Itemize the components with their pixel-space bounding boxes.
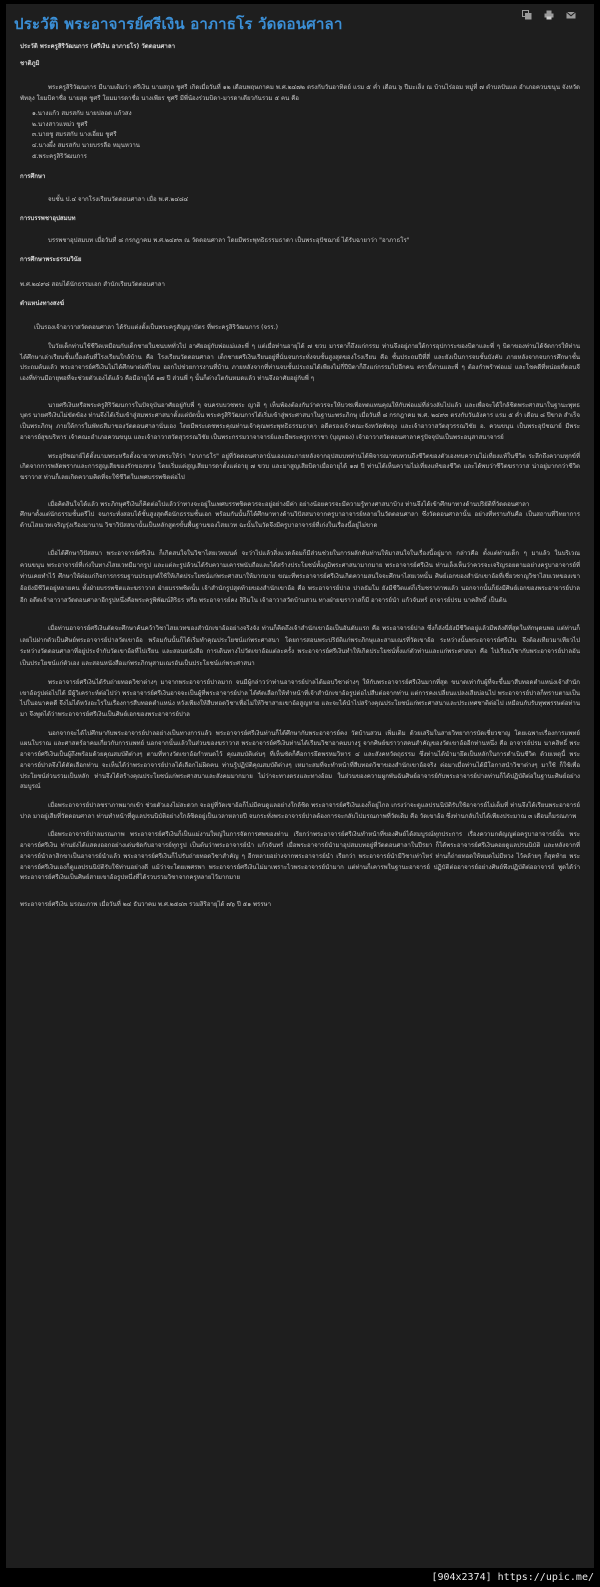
paragraph-ordination: บรรพชาอุปสมบท เมื่อวันที่ ๘ กรกฎาคม พ.ศ.๒๔๙๓ ณ วัดดอนศาลา โดยมีพระพุทธิธรรมธาดา เป็นพระอุปัชฌาย์ ได้รับฉายาว่า "อาภาธโร" bbox=[48, 237, 410, 245]
paragraph: เมื่อคิดสินใจได้แล้ว พระภิกษุศรีเงินก็คิดต่อไปแล้วว่าทางจะอยู่ในเพศบรรพชิตควรจะอยู่อย่างมีค่า อย่างน้อยควรจะมีความรู้ทางศาสนาบ้าง ท่านจึงได้เข้าศึกษาทางด้านปริยัติที่วัดดอนศาลา bbox=[48, 500, 530, 508]
paragraph: เมื่อท่านอาจารย์ศรีเงินตัดจะศึกษาค้นคว้าวิชาไสยเวทของสำนักเขาอ้ออย่างจริงจัง ท่านก็คิดถึงเจ้าสำนักเขาอ้อเป็นอันดับแรก คือ พระอาจารย์ปาล ซึ่งก็ลังนี่ยังมีชีวิตอยู่แล้วมีพลังดีที่สุดในทักษุดนพอ แต่ท่านก็เลยไปฝากตัวเป็นศิษย์พระอาจารย์ปาลวัดเขาอ้อ พร้อมกันนั้นก็ได้เริ่มทำคุณประโยชน์แก่พระศาสนา โดยการสอนพระปริยัติแก่พระภิกษุและสามเณรที่วัดเขาอ้อ ระหว่างนั้นพระอาจารย์ศรีเงิน จึงต้องเทียวมาเทียวไป ระหว่างวัดดอนศาลาที่อยู่ประจำกับวัดเขาอ้อที่ไปเรียน และสอนหนังสือ การเดินทางไปวัดเขาอ้อแต่ละครั้ง พระอาจารย์ศรีเงินทำให้เกิดประโยชน์ทั้งแก่ตัวท่านและแก่พระศาสนา คือ ไปเรียนวิชากับพระอาจารย์ปาลอันเป็นประโยชน์แก่ตัวเอง และสอนหนังสือแก่พระภิกษุสามเณรอันเป็นประโยชน์แก่พระศาสนา bbox=[20, 624, 580, 668]
paragraph-position: เป็นรองเจ้าอาวาสวัดดอนศาลา ได้รับแต่งตั้งเป็นพระครูสัญญาบัตร ที่พระครูสิริวัฒนการ (จรร.) bbox=[34, 324, 278, 332]
list-item: ๕.พระครูสิริวัฒนการ bbox=[32, 152, 87, 160]
paragraph: เมื่อพระอาจารย์ปาลมรณภาพ พระอาจารย์ศรีเงินก็เป็นแม่งานใหญ่ในการจัดการศพของท่าน เรียกว่าพระอาจารย์ศรีเงินทำหน้าที่ของศิษย์ได้สมบูรณ์ทุกประการ เรื่องความกตัญญูต่อครูบาอาจารย์นั้น พระอาจารย์ศรีเงิน ท่านยังได้แสดงออกอย่างเด่นชัดกับอาจารย์ทุกรูป เป็นต้นว่าพระอาจารย์นำ แก้วจันทร์ เมื่อพระอาจารย์นำมาอุปสมบทอยู่ที่วัดดอนศาลาในปีรยา ก็ได้พระอาจารย์ศรีเงินคอยดูแลปรนนิบัติ และหลังจากที่อาจารย์นำลาสิกขาเป็นอาจารย์นำแล้ว พระอาจารย์ศรีเงินก็ไปรับถ่ายทอดวิชาสำคัญ ๆ อีกหลายอย่างจากพระอาจารย์นำ เรียกว่า พระอาจารย์นำมีวิชาเท่าไหร่ ท่านก็ถ่ายทอดให้หมดไม่มีหวง ไว้คล้ายๆ ก็สุดท้าย พระอาจารย์ศรีเงินเองก็ดูแลปรนนิบัติรับใช้ท่านอย่างดี แม้ว่าจะโดยเพศรพา พระอาจารย์ศรีเงินไม่มาเพราะไวพระอาจารย์นำมาก แต่ท่านก็เคารพในฐานะอาจารย์ ปฏิบัติต่ออาจารย์อย่างศิษย์พึงปฏิบัติต่ออาจารย์ พูดได้ว่าพระอาจารย์ศรีเงินเป็นศิษย์สายเขาอ้อรูปหนึ่งที่ได้รวบรวมวิชาจากครูหลายไว้มากมาย bbox=[20, 831, 580, 882]
paragraph-birth: พระครูสิริวัฒนการ มีนามเดิมว่า ศรีเงิน นามสกุล ชูศรี เกิดเมื่อวันที่ ๑๒ เดือนพฤษภาคม พ.ศ.๒๔๗๒ ตรงกับวันอาทิตย์ แรม ๕ ค่ำ เดือน ๖ ปีมะเส็ง ณ บ้านไร่ออม หมู่ที่ ๗ ตำบลปันแต อำเภอควนขนุน จังหวัดพัทลุง โยมบิดาชื่อ นายสุด ชูศรี โยมมารดาชื่อ นางเพียร ชูศรี มีพี่น้องร่วมบิดา-มารดาเดียวกันรวม ๕ คน คือ bbox=[20, 84, 580, 103]
section-heading-education: การศึกษา bbox=[20, 173, 46, 181]
article-subtitle: ประวัติ พระครูสิริวัฒนการ (ศรีเงิน อาภาธโร) วัดดอนศาลา bbox=[20, 43, 175, 50]
paragraph: นายศรีเงินหรือพระครูสิริวัฒนการในปัจจุบันอาศัยอยู่กับพี่ ๆ จนครบบวชพระ ญาติ ๆ เห็นพ้องต้องกันว่าควรจะให้บวชเพื่อทดแทนคุณให้กับพ่อแม่ที่ล่วงลับไปแล้ว และเพื่อจะได้ใกล้ชิดพระศาสนาในฐานะพุทธบุตร นายศรีเงินไม่ขัดข้อง ท่านจึงได้เริ่มเข้าสู่สมพระศาสนาตั้งแต่บัดนั้น พระครูสิริวัฒนการได้เริ่มเข้าสู่พระศาสนาในฐานะพระภิกษุ เมื่อวันที่ ๘ กรกฎาคม พ.ศ. ๒๔๙๓ ตรงกับวันอังคาร แรม ๕ ค่ำ เดือน ๘ ปีขาล สำเร็จเป็นพระภิกษุ ภายใต้การในพัทธสีมาของวัดดอนศาลานั่นเอง โดยมีพระเดชพระคุณท่านเจ้าคุณพระพุทธิธรรมธาดา อดีตรองเจ้าคณะจังหวัดพัทลุง และเจ้าอาวาสวัดสุวรรณวิชัย อ. ควนขนุน เป็นพระอุปัชฌาย์ มีพระอาจารย์สุขบริหาร เจ้าคณะอำเภอควนขนุน และเจ้าอาวาสวัดสุวรรณวิชัย เป็นพระกรรมวาจาจารย์และมีพระครูการาชา (บุญทอง) เจ้าอาวาสวัดดอนศาลาครูปัจจุบันเป็นพระอนุสาสนาจารย์ bbox=[20, 401, 580, 441]
paragraph: พระอุปัชฌาย์ได้ตั้งนามพระหรือตั้งฉายาทางพระให้ว่า "อาภาธโร" อยู่ที่วัดดอนศาลานั่นเองและภายหลังจากอุปสมบทท่านได้พิจารณาทบทวนถึงชีวิตของตัวเองทบความไม่เที่ยงแท้ในชีวิต ระลึกถึงความทุกข์ที่เกิดจากการพลัดพรากและการสูญเสียของรักของหวง โดยเริ่มแต่สูญเสียมารดาตั้งแต่อายุ ๗ ขวบ และมาสูญเสียบิดาเมื่ออายุได้ ๑๗ ปี ท่านได้เห็นความไม่เที่ยงแท้ของชีวิต และได้พบว่าชีวิตฆราวาส น่าอยู่มากกว่าชีวิตฆราวาส ท่านก็เลยเกิดความคิดที่จะใช้ชีวิตในเพศบรรพชิตต่อไป bbox=[20, 452, 580, 481]
copy-icon[interactable] bbox=[522, 10, 532, 20]
title-bar bbox=[14, 10, 584, 38]
section-heading-position: ตำแหน่งทางสงฆ์ bbox=[20, 299, 65, 307]
paragraph: ในวัยเด็กท่านใช้ชีวิตเหมือนกับเด็กชายในชนบททั่วไป อาศัยอยู่กับพ่อแม่และพี่ ๆ แต่เมื่อท่านอายุได้ ๗ ขวบ มารดาก็ถึงแก่กรรม ท่านจึงอยู่ภายใต้การอุปการะของบิดาและพี่ ๆ บิดาของท่านได้จัดการให้ท่าน ได้ศึกษาเล่าเรียนชั้นเบื้องต้นที่โรงเรียนใกล้บ้าน คือ โรงเรียนวัดดอนศาลา เด็กชายศรีเงินเรียนอยู่ที่นั่นจนกระทั่งจบชั้นสูงสุดของโรงเรียน คือ ชั้นประถมปีที่สี่ และยังเป็นการจบชั้นบังคับ ภายหลังจากจบการศึกษาชั้นประถมต้นแล้ว พระอาจารย์ศรีเงินไม่ได้ศึกษาต่อที่ไหน ออกไปช่วยการงานที่บ้าน ภายหลังจากที่ท่านจบชั้นประถมได้เพียงไม่กี่ปีบิดาก็ถึงแก่กรรมไปอีกคน ครานี้ท่านและพี่ ๆ ต้องกำพร้าพ่อแม่ และโชคดีที่หน่อยที่ดอนจีเองที่ท่านมีอายุพอที่จะช่วยตัวเองได้แล้ว คือมีอายุได้ ๑๗ ปี ส่วนพี่ ๆ นั้นก็ต่างโตกันหมดแล้ว ท่านจึงอาศัยอยู่กับพี่ ๆ bbox=[20, 342, 580, 383]
page-title: ประวัติ พระอาจารย์ศรีเงิน อาภาธโร วัดดอนศาลา bbox=[14, 15, 343, 33]
list-item: ๑.นางแก้ว สมรสกับ นายปลอด แก้วสง bbox=[32, 109, 132, 117]
image-host-watermark: [904x2374] https://upic.me/ bbox=[431, 1572, 594, 1583]
paragraph-dharma: พ.ศ.๒๔๙๘ สอบได้นักธรรมเอก สำนักเรียนวัดดอนศาลา bbox=[20, 280, 165, 288]
print-icon[interactable] bbox=[544, 10, 554, 20]
mail-icon[interactable] bbox=[566, 10, 576, 20]
paragraph: ศึกษาตั้งแต่นักธรรมชั้นตรีไป จนกระทั่งสอบได้ชั้นสูงสุดคือนักธรรมชั้นเอก พร้อมกันนั้นก็ได้ศึกษาทางด้านวิปัสสนาจากครูบาอาจารย์หลายในวัดดอนศาลา ซึ่งวัดดอนศาลานั้น อย่างที่ทราบกันคือ เป็นสถานที่วิทยาการด้านไสยเวทเจริญรุ่งเรืองมานาน วิชาวิปัสสนานั้นเป็นหลักสูตรขั้นพื้นฐานของไสยเวท ฉะนั้นในวัดจึงมีครูบาอาจารย์ที่เก่งในเรื่องนี้อยู่ไม่ขาด bbox=[20, 511, 580, 530]
paragraph: เมื่อพระอาจารย์ปาลชราภาพมากเข้า ช่วยตัวเองไม่สะดวก จะอยู่ที่วัดเขาอ้อก็ไม่มีคนดูแลอย่างใกล้ชิด พระอาจารย์ศรีเงินเองก็อยู่ไกล เกรงว่าจะดูแลปรนนิบัติรับใช้อาจารย์ไม่เต็มที่ ท่านจึงได้เรียนพระอาจารย์ปาล มาอยู่เสียที่วัดดอนศาลา ท่านทำหน้าที่ดูแลปรนนิบัติอย่างใกล้ชิดอยู่เป็นเวลาหลายปี จนกระทั่งพระอาจารย์ปาลต้องการจะกลับไปมรณภาพที่วัดเดิม คือ วัดเขาอ้อ ซึ่งท่านกลับไปได้เพียงประมาณ ๓ เดือนก็มรณภาพ bbox=[20, 802, 580, 820]
section-heading-ordination: การบรรพชาอุปสมบท bbox=[20, 214, 76, 222]
sibling-list bbox=[32, 109, 580, 163]
article-page bbox=[6, 4, 594, 1568]
article-tools bbox=[522, 10, 576, 20]
list-item: ๒.นางสาวแหม่ว ชูศรี bbox=[32, 120, 88, 128]
list-item: ๔.นางผึ้ง สมรสกับ นายบรรลือ หมุนหวาน bbox=[32, 141, 140, 149]
list-item: ๓.นายชู สมรสกับ นางเอี่ยม ชูศรี bbox=[32, 131, 117, 139]
paragraph-education: จบชั้น ป.๔ จากโรงเรียนวัดดอนศาลา เมื่อ พ.ศ.๒๔๘๔ bbox=[48, 196, 189, 204]
article-body bbox=[20, 42, 580, 919]
paragraph: เมื่อได้ศึกษาวิปัสสนา พระอาจารย์ศรีเงิน ก็เกิดสนใจในวิชาไสยเวทมนต์ จะว่าไปแล้วสิ่งแวดล้อมก็มีส่วนช่วยในการผลักดันท่านให้มาสนใจในเรื่องนี้อยู่มาก กล่าวคือ ตั้งแต่ท่านเด็ก ๆ มาแล้ว ในบริเวณควนขนุน พระอาจารย์ที่เก่งในทางไสยเวทมีมากรูป และแต่ละรูปล้วนได้รับความเคารพนับถือและได้สร้างประโยชน์ทั้งภูมิพระศาสนามากมาย พระอาจารย์ศรีเงิน ท่านเล็งเห็นว่าควรจะเจริญรอยตามอย่างครูบาอาจารย์ที่ท่านเคยทำไว้ ศึกษาให้ต่อแก่กิจการกรรมฐานประยุกต์ใช้ให้เกิดประโยชน์แก่พระศาสนาให้มากมาย ขณะที่พระอาจารย์ศรีเงินเกิดความสนใจจะศึกษาไสยเวทนั้น ศิษย์เอกของสำนักเขาอ้อที่เชี่ยวชาญวิชาไสยเวทของเขาอ้อยังมีชีวิตอยู่หลายคน ทั้งฝ่ายบรรพชิตและฆราวาส ฝ่ายบรรพชิตนั้น เจ้าสำนักรูปสุดท้ายของสำนักเขาอ้อ คือ พระอาจารย์ปาล ปาลธัมโม ยังมีชีวิตแต่ก็เริ่มชราภาพแล้ว นอกจากนั้นก็ยังมีศิษย์เอกของพระอาจารย์ปาลอีก อดีตเจ้าอาวาสวัดดอนศาลาอีกรูปหนึ่งคือพระครูพิพัฒน์สิริธร หรือ พระอาจารย์คง สิริมโน เจ้าอาวาสวัดบ้านสวน ทางฝ่ายฆราวาสก็มี อาจารย์นำ แก้วจันทร์ อาจารย์ปรม นาคสิทธิ์ เป็นต้น bbox=[20, 549, 580, 604]
paragraph-closing: พระอาจารย์ศรีเงิน มรณะภาพ เมื่อวันที่ ๒๔ ธันวาคม พ.ศ.๒๕๔๓ รวมสิริอายุได้ ๗๖ ปี ๕๑ พรรษา bbox=[20, 900, 272, 908]
section-heading-birth: ชาติภูมิ bbox=[20, 59, 40, 67]
section-heading-dharma: การศึกษาพระธรรมวินัย bbox=[20, 256, 82, 264]
paragraph: พระอาจารย์ศรีเงินได้รับถ่ายทอดวิชาต่างๆ มาจากพระอาจารย์ปาลมาก จนมีผู้กล่าวว่าท่านอาจารย์ปาลได้มอบวิชาต่างๆ ให้กับพระอาจารย์ศรีเงินมากที่สุด ขนาดเท่ากับผู้ที่จะขึ้นมาสืบทอดตำแหน่งเจ้าสำนักเขาอ้อรูปต่อไปได้ มีผู้วิเคราะห์ต่อไปว่า พระอาจารย์ศรีเงินอาจจะเป็นผู้ที่พระอาจารย์ปาล ได้คัดเลือกให้ทำหน้าที่เจ้าสำนักเขาอ้อรูปต่อไปสืบต่อจากท่าน แต่การคงเปลี่ยนแปลงเสียบ่อนไป พระอาจารย์ปาลก็ทราบตามเป็นไปในอนาคตดี จึงไม่ได้หวังอะไรในเรื่องการสืบทอดตำแหน่ง หวังเพียงให้สืบทอดวิชาเพื่อไม่ให้วิชาสายเขาอ้อสูญหาย และจะได้นำไปสร้างคุณประโยชน์แก่พระศาสนาและประเทศชาติต่อไป เหมือนกับรับทุพพรรษต่อท่านมา จึงพูดได้ว่าพระอาจารย์ศรีเงินเป็นศิษย์เอกของพระอาจารย์ปาล bbox=[20, 678, 580, 719]
paragraph: นอกจากจะได้ไปศึกษากับพระอาจารย์ปาลอย่างเป็นทางการแล้ว พระอาจารย์ศรีเงินท่านก็ได้ศึกษากับพระอาจารย์คง วัดบ้านสวน เพิ่มเติม ด้วยเสริมในสายวิทยาการบัดเชี่ยวชาญ โดยเฉพาะเรื่องการแพทย์แผนโบราณ และศาสตร์อาคมเกี่ยวกับการแพทย์ นอกจากนั้นแล้วในส่วนของฆราวาส พระอาจารย์ศรีเงินท่านได้เรียนวิชาอาคมบางรู จากศิษย์ฆราวาสคนสำคัญของวัดเขาอ้ออีกท่านหนึ่ง คือ อาจารย์ปรม นาคสิทธิ์ พระอาจารย์ศรีเงินเป็นผู้ถึงพร้อมด้วยคุณสมบัติต่างๆ ตามที่ทางวัดเขาอ้อกำหนดไว้ คุณสมบัติเด่นๆ ที่เห็นชัดก็คือการยึดพรหมวิหาร ๔ และสังคหวัตถุธรรม ซึ่งท่านได้นำมายึดเป็นหลักในการดำเนินชีวิต ด้วยเหตุนี้ พระอาจารย์ปาลจึงได้ตัดเลือกท่าน จะเห็นได้ว่าพระอาจารย์ปาลได้เลือกไม่ผิดคน ท่านรู้ปฏิบัติคุณสมบัติต่างๆ เหมาะสมที่จะทำหน้าที่สืบทอดวิชาของสำนักเขาอ้อจริง ต่อมาเมื่อท่านได้มีโอกาสนำวิชาต่างๆ มาใช้ ก็ใช้เพื่อประโยชน์ส่วนรวมเป็นหลัก ท่านจึงได้สร้างคุณประโยชน์แก่พระศาสนาและสังคมมากมาย ไม่ว่าจะทางตรงและทางอ้อม ในส่วนของความผูกพันฉันศิษย์อาจารย์กับพระอาจารย์ปาลท่านก็ได้ปฏิบัติต่อในฐานะศิษย์อย่างสมบูรณ์ bbox=[20, 729, 580, 791]
